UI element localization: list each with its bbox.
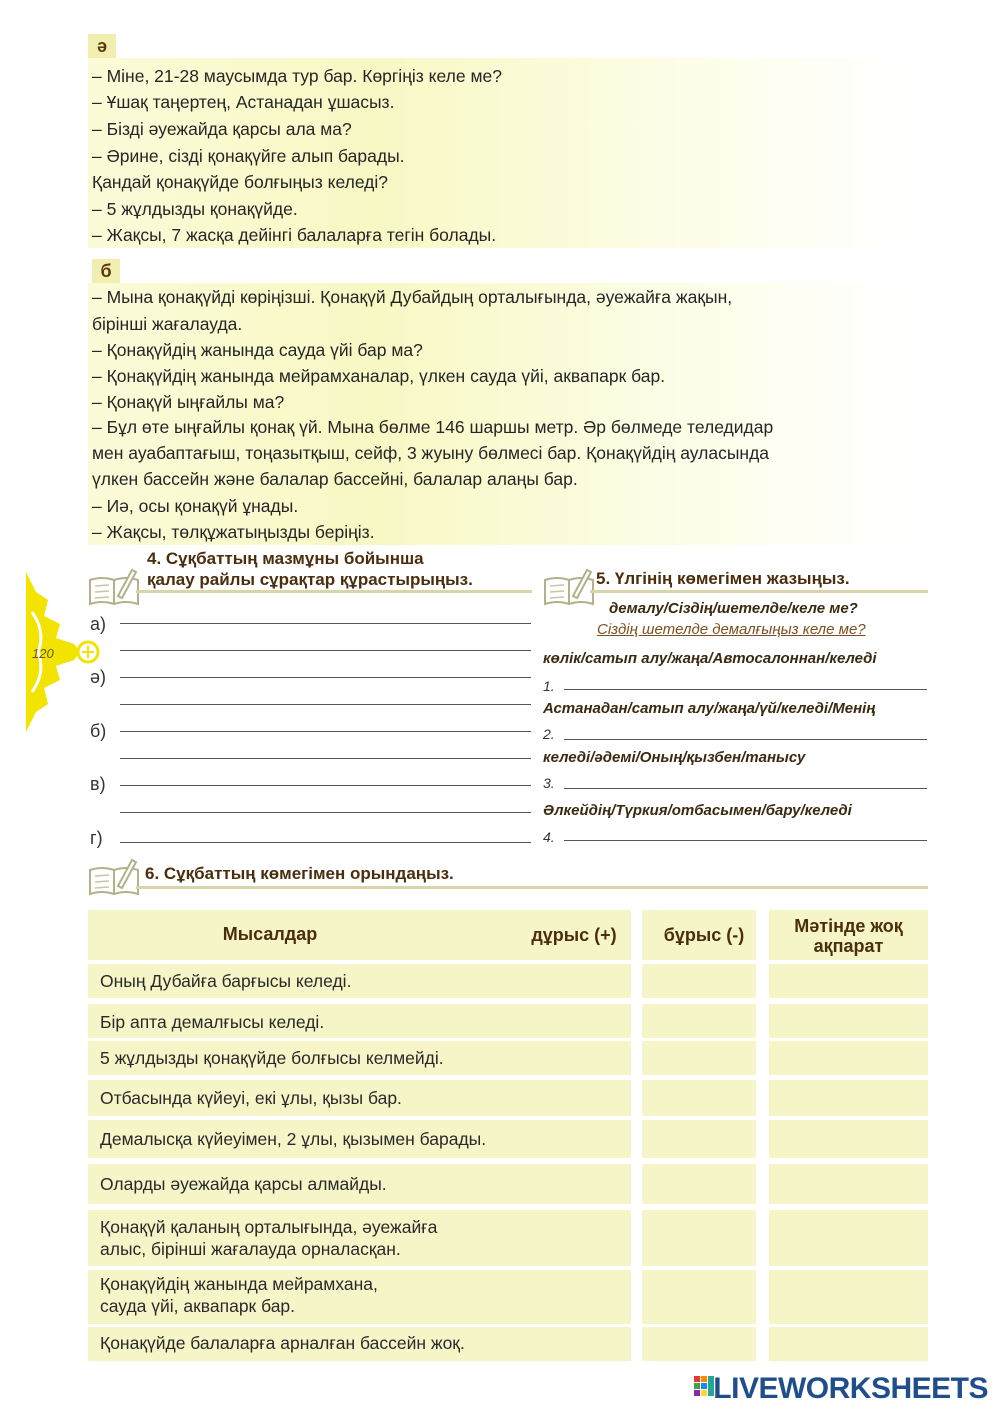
task4-label: г) xyxy=(90,828,103,848)
row-statement: Отбасында күйеуі, екі ұлы, қызы бар. xyxy=(100,1088,402,1108)
wrong-cell[interactable] xyxy=(642,1270,756,1324)
task5-item-number: 4. xyxy=(543,829,555,845)
task5-example-answer: Сіздің шетелде демалғыңыз келе ме? xyxy=(597,621,866,638)
no-info-cell[interactable] xyxy=(769,1270,928,1324)
header-correct: дұрыс (+) xyxy=(531,925,617,945)
task4-label: ә) xyxy=(90,667,107,687)
section-a-line: – Міне, 21-28 маусымда тур бар. Көргіңіз келе ме? xyxy=(92,66,502,86)
wrong-cell[interactable] xyxy=(642,1004,756,1038)
wrong-cell[interactable] xyxy=(642,1327,756,1361)
task4-title-line2: қалау райлы сұрақтар құрастырыңыз. xyxy=(147,570,473,589)
task5-example-prompt: демалу/Сіздің/шетелде/келе ме? xyxy=(609,600,858,617)
task4-title-line1: 4. Сұқбаттың мазмұны бойынша xyxy=(147,549,424,568)
no-info-cell[interactable] xyxy=(769,1041,928,1075)
task5-item-number: 1. xyxy=(543,678,555,694)
task4-answer-line[interactable] xyxy=(120,731,531,732)
no-info-cell[interactable] xyxy=(769,1004,928,1038)
no-info-cell[interactable] xyxy=(769,1210,928,1266)
row-statement: Оның Дубайға барғысы келеді. xyxy=(100,971,352,991)
row-statement: Қонақүйдің жанында мейрамхана, xyxy=(100,1274,378,1294)
task5-item-prompt: келеді/әдемі/Оның/қызбен/танысу xyxy=(543,749,806,766)
task6-title: 6. Сұқбаттың көмегімен орындаңыз. xyxy=(145,864,454,883)
task4-answer-line[interactable] xyxy=(120,704,531,705)
wrong-cell[interactable] xyxy=(642,1210,756,1266)
task5-item-prompt: көлік/сатып алу/жаңа/Автосалоннан/келеді xyxy=(543,650,877,667)
no-info-cell[interactable] xyxy=(769,1164,928,1204)
task5-item-prompt: Астанадан/сатып алу/жаңа/үй/келеді/Менің xyxy=(543,700,876,717)
task5-item-prompt: Әлкейдің/Түркия/отбасымен/бару/келеді xyxy=(543,802,852,819)
task5-item-number: 2. xyxy=(543,726,555,742)
section-b-line: – Қонақүйдің жанында мейрамханалар, үлкен сауда үйі, аквапарк бар. xyxy=(92,366,666,386)
task5-rule xyxy=(590,590,928,593)
book-pencil-icon xyxy=(88,566,140,608)
section-b-line: – Жақсы, төлқұжатыңызды беріңіз. xyxy=(92,522,375,542)
section-b-line: – Қонақүй ыңғайлы ма? xyxy=(92,392,285,412)
task4-label: а) xyxy=(90,614,107,634)
task4-rule xyxy=(136,590,532,593)
liveworksheets-watermark: LIVEWORKSHEETS xyxy=(713,1372,988,1405)
task4-answer-line[interactable] xyxy=(120,785,531,786)
task4-answer-line[interactable] xyxy=(120,812,531,813)
section-b-line: – Қонақүйдің жанында сауда үйі бар ма? xyxy=(92,340,423,360)
header-no-info-line1: Мәтінде жоқ xyxy=(794,916,903,936)
section-a-tag: ә xyxy=(88,34,116,58)
row-statement: 5 жұлдызды қонақүйде болғысы келмейді. xyxy=(100,1048,444,1068)
task4-answer-line[interactable] xyxy=(120,677,531,678)
book-pencil-icon xyxy=(543,566,595,608)
section-b-line: мен ауабаптағыш, тоңазытқыш, сейф, 3 жуыну бөлмесі бар. Қонақүйдің ауласында xyxy=(92,443,770,463)
section-b-line: үлкен бассейн және балалар бассейні, балалар алаңы бар. xyxy=(92,469,578,489)
row-statement: Оларды әуежайда қарсы алмайды. xyxy=(100,1174,387,1194)
section-a-line: – Жақсы, 7 жасқа дейінгі балаларға тегін болады. xyxy=(92,225,497,245)
section-a-line: – Ұшақ таңертең, Астанадан ұшасыз. xyxy=(92,92,395,112)
task5-answer-line[interactable] xyxy=(564,689,927,690)
task4-answer-line[interactable] xyxy=(120,623,531,624)
row-statement: Демалысқа күйеуімен, 2 ұлы, қызымен барады. xyxy=(100,1129,487,1149)
no-info-cell[interactable] xyxy=(769,1327,928,1361)
wrong-cell[interactable] xyxy=(642,964,756,998)
section-a-line: – Әрине, сізді қонақүйге алып барады. xyxy=(92,146,405,166)
header-wrong: бұрыс (-) xyxy=(663,925,745,945)
task5-answer-line[interactable] xyxy=(564,840,927,841)
task4-label: в) xyxy=(90,774,106,794)
section-b-line: – Бұл өте ыңғайлы қонақ үй. Мына бөлме 146 шаршы метр. Әр бөлмеде теледидар xyxy=(92,417,774,437)
task5-answer-line[interactable] xyxy=(564,788,927,789)
task5-title: 5. Үлгінің көмегімен жазыңыз. xyxy=(596,569,850,588)
wrong-cell[interactable] xyxy=(642,1041,756,1075)
row-statement: Қонақүй қаланың орталығында, әуежайға xyxy=(100,1217,438,1237)
header-no-info-line2: ақпарат xyxy=(813,936,884,956)
no-info-cell[interactable] xyxy=(769,1080,928,1116)
task5-answer-line[interactable] xyxy=(564,739,927,740)
row-statement: Бір апта демалғысы келеді. xyxy=(100,1012,325,1032)
task4-label: б) xyxy=(90,721,107,741)
section-a-line: – Бізді әуежайда қарсы ала ма? xyxy=(92,119,352,139)
section-b-line: бірінші жағалауда. xyxy=(92,314,243,334)
wrong-cell[interactable] xyxy=(642,1164,756,1204)
section-b-tag: б xyxy=(92,259,120,283)
book-pencil-icon xyxy=(88,856,140,898)
header-examples: Мысалдар xyxy=(222,924,318,944)
wrong-cell[interactable] xyxy=(642,1080,756,1116)
no-info-cell[interactable] xyxy=(769,1120,928,1158)
row-statement: сауда үйі, аквапарк бар. xyxy=(100,1296,296,1316)
task6-rule xyxy=(136,886,928,889)
section-a-line: – 5 жұлдызды қонақүйде. xyxy=(92,199,298,219)
section-b-line: – Мына қонақүйді көріңізші. Қонақүй Дубайдың орталығында, әуежайға жақын, xyxy=(92,287,733,307)
section-b-line: – Иә, осы қонақүй ұнады. xyxy=(92,496,299,516)
task5-item-number: 3. xyxy=(543,775,555,791)
row-statement: Қонақүйде балаларға арналған бассейн жоқ. xyxy=(100,1333,465,1353)
no-info-cell[interactable] xyxy=(769,964,928,998)
task4-answer-line[interactable] xyxy=(120,758,531,759)
page-number: 120 xyxy=(32,646,54,661)
task4-answer-line[interactable] xyxy=(120,650,531,651)
task4-answer-line[interactable] xyxy=(120,842,531,843)
section-a-line: Қандай қонақүйде болғыңыз келеді? xyxy=(92,172,389,192)
row-statement: алыс, бірінші жағалауда орналасқан. xyxy=(100,1239,401,1259)
wrong-cell[interactable] xyxy=(642,1120,756,1158)
